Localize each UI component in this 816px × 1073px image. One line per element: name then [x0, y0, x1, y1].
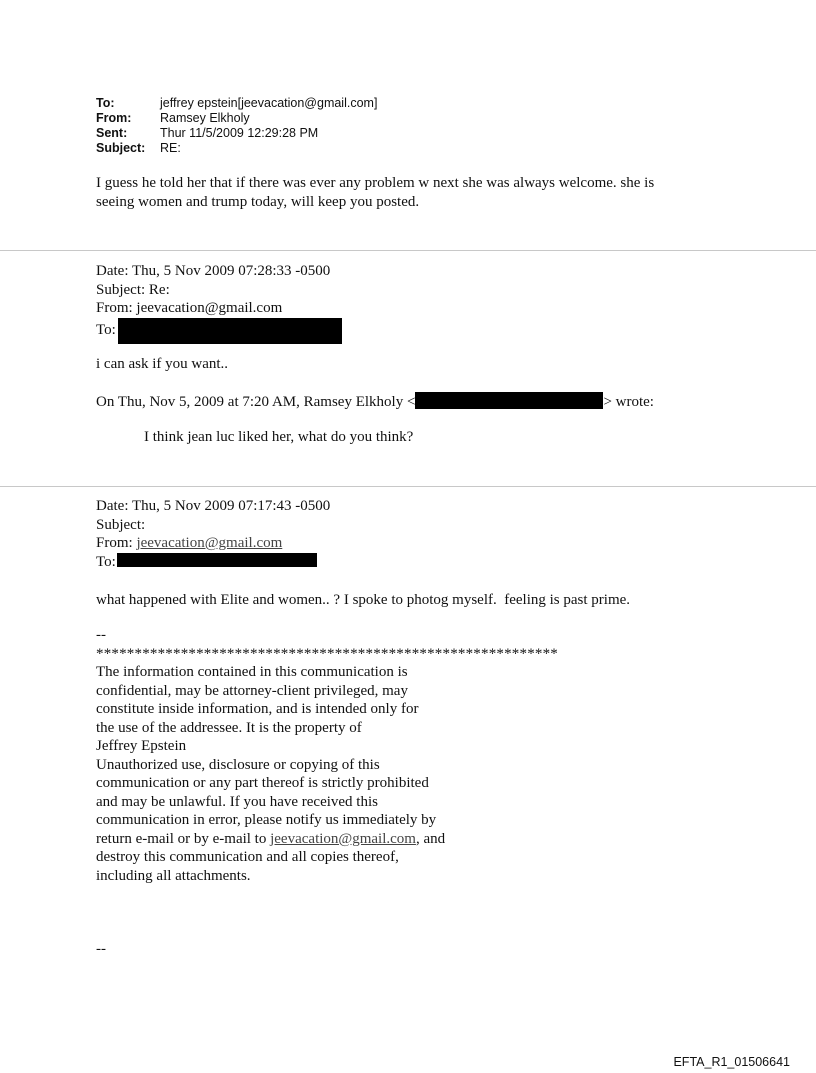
message3-from-row — [96, 534, 330, 553]
disclaimer-line: Unauthorized use, disclosure or copying of this — [96, 756, 380, 773]
message2-subject: Subject: Re: — [96, 281, 170, 298]
message2-headers — [96, 262, 342, 344]
header-sent-row — [96, 126, 377, 141]
message3-subject: Subject: — [96, 516, 146, 533]
disclaimer-line: confidential, may be attorney-client privileged, may — [96, 682, 408, 699]
disclaimer-return-line — [96, 830, 558, 849]
message2-from: From: jeevacation@gmail.com — [96, 300, 283, 316]
disclaimer-return-suffix: , and — [415, 830, 446, 847]
message3-date: Date: Thu, 5 Nov 2009 07:17:43 -0500 — [96, 498, 331, 514]
message2-date: Date: Thu, 5 Nov 2009 07:28:33 -0500 — [96, 263, 331, 279]
message2-quote-intro — [96, 392, 654, 412]
header-to-row — [96, 96, 377, 111]
divider-1 — [0, 250, 816, 251]
header-subject-value: RE: — [160, 141, 181, 155]
redaction-block — [117, 553, 317, 567]
message2-to-label: To: — [96, 321, 116, 338]
message1-body — [96, 174, 654, 211]
signature-block — [96, 626, 558, 885]
header-sent-label: Sent: — [96, 126, 128, 140]
header-sent-value: Thur 11/5/2009 12:29:28 PM — [160, 126, 319, 140]
quote-intro-prefix: On Thu, Nov 5, 2009 at 7:20 AM, Ramsey Elkholy < — [96, 394, 416, 410]
divider-2 — [0, 486, 816, 487]
signature-stars: ************************************************************ — [96, 645, 558, 662]
header-subject-label: Subject: — [96, 141, 146, 155]
disclaimer-line: communication in error, please notify us immediately by — [96, 812, 437, 828]
document-id: EFTA_R1_01506641 — [673, 1055, 790, 1069]
email-header — [96, 96, 377, 156]
quote-intro-suffix: > wrote: — [603, 394, 654, 410]
message2-quoted-text: I think jean luc liked her, what do you think? — [144, 429, 414, 445]
disclaimer-line: including all attachments. — [96, 867, 251, 884]
message1-line1: I guess he told her that if there was ever any problem w next she was always welcome. she is — [96, 175, 655, 191]
disclaimer-line: The information contained in this communication is — [96, 664, 408, 680]
message2-body: i can ask if you want.. — [96, 356, 229, 372]
signature-dashes: -- — [96, 627, 106, 643]
disclaimer-line: constitute inside information, and is intended only for — [96, 701, 419, 717]
message1-line2: seeing women and trump today, will keep you posted. — [96, 193, 420, 210]
end-dashes: -- — [96, 941, 106, 957]
header-from-row — [96, 111, 377, 126]
header-to-label: To: — [96, 96, 115, 110]
header-from-label: From: — [96, 111, 132, 125]
disclaimer-line: destroy this communication and all copies thereof, — [96, 849, 399, 865]
message3-to-row — [96, 553, 330, 572]
header-from-value: Ramsey Elkholy — [160, 111, 250, 125]
message3-from-label: From: — [96, 535, 133, 551]
disclaimer-line: and may be unlawful. If you have received this — [96, 793, 378, 810]
header-subject-row — [96, 141, 377, 156]
disclaimer-line: communication or any part thereof is strictly prohibited — [96, 775, 429, 791]
disclaimer-line: the use of the addressee. It is the property of — [96, 719, 362, 736]
redaction-block — [415, 392, 603, 409]
disclaimer-email-link[interactable]: jeevacation@gmail.com — [270, 830, 416, 847]
disclaimer-line: Jeffrey Epstein — [96, 738, 187, 754]
redaction-block — [118, 318, 342, 344]
message3-headers — [96, 497, 330, 571]
header-to-value: jeffrey epstein[jeevacation@gmail.com] — [160, 96, 378, 110]
message3-body: what happened with Elite and women.. ? I spoke to photog myself. feeling is past prime. — [96, 592, 631, 608]
message3-to-label: To: — [96, 553, 116, 570]
message2-to-row — [96, 318, 342, 344]
message3-from-link[interactable]: jeevacation@gmail.com — [136, 535, 283, 551]
disclaimer-return-prefix: return e-mail or by e-mail to — [96, 830, 271, 847]
